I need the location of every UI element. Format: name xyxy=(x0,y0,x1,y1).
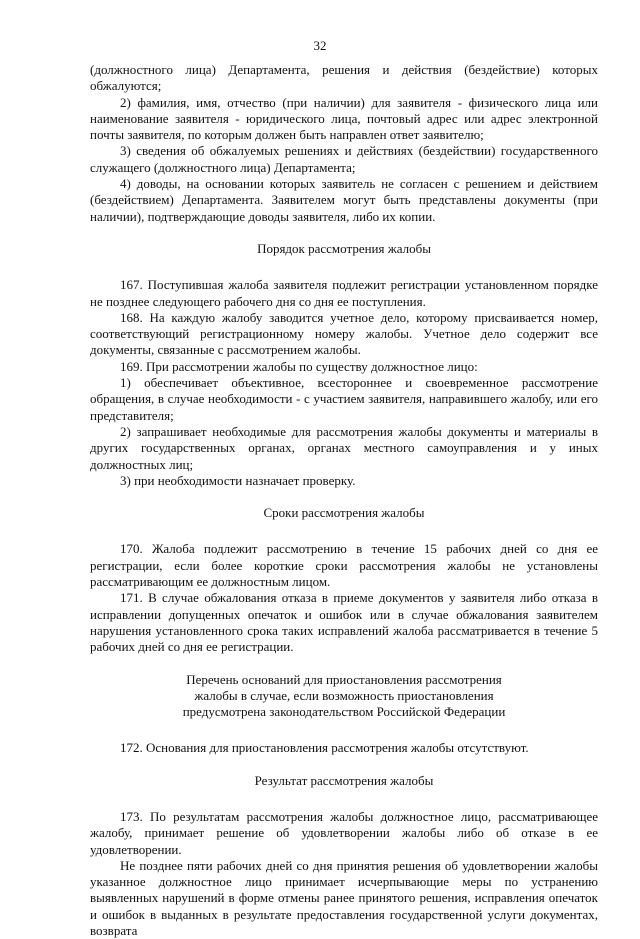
section-heading-terms: Сроки рассмотрения жалобы xyxy=(263,505,425,521)
paragraph-169-3: 3) при необходимости назначает проверку. xyxy=(120,472,356,488)
paragraph-item-3: 3) сведения об обжалуемых решениях и действиях (бездействии) государственного служащего (должностного лица) Департамента; xyxy=(90,143,598,175)
paragraph-167: 167. Поступившая жалоба заявителя подлежит регистрации установленном порядке не позднее следующего рабочего дня со дня ее поступления. xyxy=(90,277,598,309)
section-heading-suspend-line-3: предусмотрена законодательством Российской Федерации xyxy=(182,704,506,720)
paragraph-continued: (должностного лица) Департамента, решения и действия (бездействие) которых обжалуются; xyxy=(90,62,598,94)
paragraph-item-4: 4) доводы, на основании которых заявитель не согласен с решением и действием (бездействием) Департамента. Заявителем могут быть представлены документы (при наличии), подтверждающие доводы заявителя, либо их копии. xyxy=(90,176,598,224)
paragraph-173-continued: Не позднее пяти рабочих дней со дня принятия решения об удовлетворении жалобы указанное должностное лицо принимает исчерпывающие меры по устранению выявленных нарушений в форме отмены ранее принятого решения, исправления опечаток и ошибок в выданных в результате предоставления государственной услуги документах, возврата xyxy=(90,857,598,939)
paragraph-170: 170. Жалоба подлежит рассмотрению в течение 15 рабочих дней со дня ее регистрации, если более короткие сроки рассмотрения жалобы не установлены рассматривающим ее должностным лицом. xyxy=(90,541,598,590)
page-number: 32 xyxy=(313,38,327,53)
paragraph-168: 168. На каждую жалобу заводится учетное дело, которому присваивается номер, соответствующий регистрационному номеру жалобы. Учетное дело содержит все документы, связанные с рассмотрением жалобы. xyxy=(90,309,598,358)
paragraph-169-1: 1) обеспечивает объективное, всестороннее и своевременное рассмотрение обращения, в случае необходимости - с участием заявителя, направившего жалобу, или его представителя; xyxy=(90,375,598,423)
paragraph-173: 173. По результатам рассмотрения жалобы должностное лицо, рассматривающее жалобу, принимает решение об удовлетворении жалобы либо об отказе в ее удовлетворении. xyxy=(90,808,598,857)
paragraph-item-2: 2) фамилия, имя, отчество (при наличии) для заявителя - физического лица или наименование заявителя - юридического лица, почтовый адрес или адрес электронной почты заявителя, по которым должен быть направлен ответ заявителю; xyxy=(90,94,598,143)
page-content xyxy=(90,62,598,939)
paragraph-169: 169. При рассмотрении жалобы по существу должностное лицо: xyxy=(120,358,478,374)
section-heading-order: Порядок рассмотрения жалобы xyxy=(257,240,431,256)
section-heading-suspend-line-2: жалобы в случае, если возможность приостановления xyxy=(194,687,494,703)
paragraph-171: 171. В случае обжалования отказа в приеме документов у заявителя либо отказа в исправлении допущенных опечаток и ошибок или в случае обжалования заявителем нарушения установленного срока таких исправлений жалоба рассматривается в течение 5 рабочих дней со дня ее регистрации. xyxy=(90,590,598,655)
paragraph-172: 172. Основания для приостановления рассмотрения жалобы отсутствуют. xyxy=(120,740,529,756)
section-heading-suspend-line-1: Перечень оснований для приостановления рассмотрения xyxy=(186,671,502,687)
section-heading-result: Результат рассмотрения жалобы xyxy=(254,772,434,788)
paragraph-169-2: 2) запрашивает необходимые для рассмотрения жалобы документы и материалы в других государственных органах, органах местного самоуправления и у иных должностных лиц; xyxy=(90,423,598,472)
